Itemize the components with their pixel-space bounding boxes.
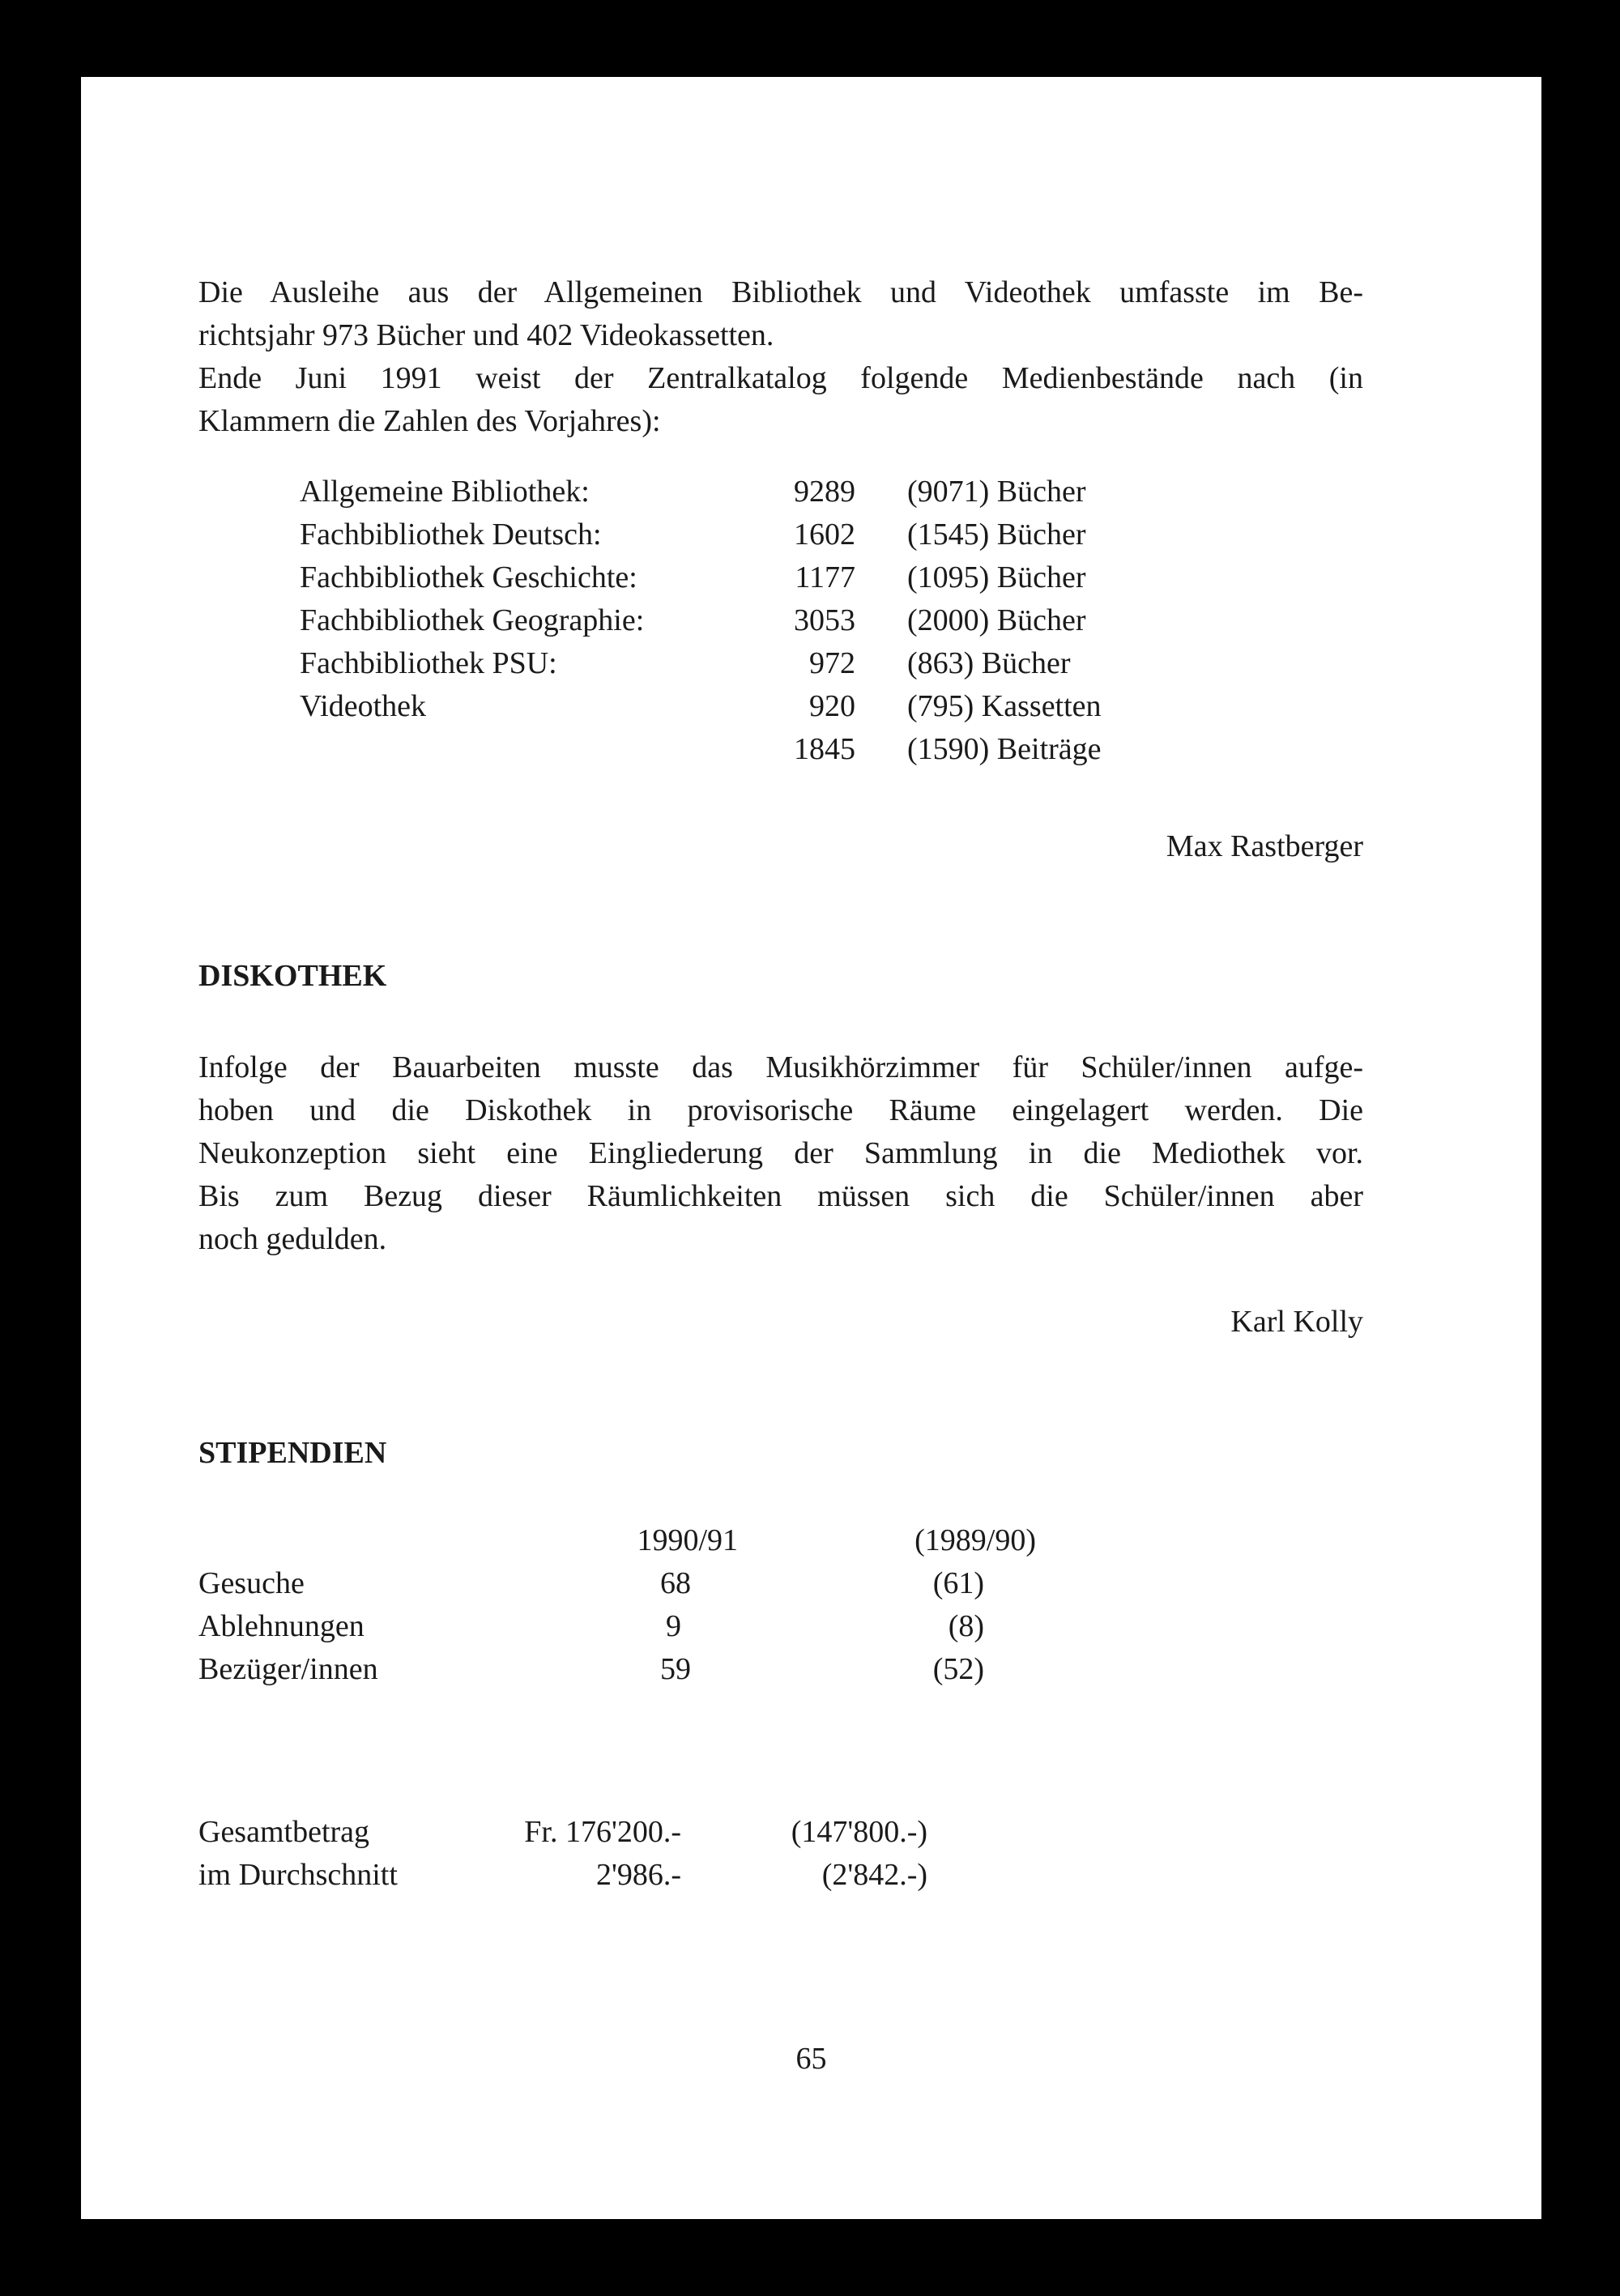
holdings-row <box>300 688 1102 731</box>
document-page <box>81 77 1541 2219</box>
holdings-previous: (1590) Beiträge <box>907 732 1102 766</box>
stipendien-previous: (61) <box>932 1566 984 1600</box>
stipendien-label: Bezüger/innen <box>198 1652 378 1686</box>
intro-line: Klammern die Zahlen des Vorjahres): <box>198 404 661 438</box>
stipendien-header-row <box>198 1523 1036 1565</box>
diskothek-heading: DISKOTHEK <box>198 959 387 993</box>
holdings-row <box>300 603 1102 645</box>
stipendien-current: 9 <box>666 1609 681 1643</box>
holdings-previous: (1095) Bücher <box>907 560 1086 594</box>
diskothek-line: Infolge der Bauarbeiten musste das Musikhörzimmer für Schüler/innen aufge- <box>198 1050 1363 1084</box>
stipendien-amount-label: Gesamtbetrag <box>198 1815 370 1849</box>
diskothek-paragraph <box>198 1046 1363 1261</box>
holdings-row <box>300 731 1102 774</box>
holdings-label: Allgemeine Bibliothek: <box>300 475 590 509</box>
stipendien-amount-current: Fr. 176'200.- <box>524 1815 681 1849</box>
stipendien-row <box>198 1565 1036 1608</box>
holdings-count: 920 <box>809 689 855 723</box>
holdings-count: 3053 <box>794 603 855 637</box>
stipendien-label: Ablehnungen <box>198 1609 364 1643</box>
stipendien-previous: (8) <box>948 1609 984 1643</box>
stipendien-heading: STIPENDIEN <box>198 1436 387 1470</box>
signature-kolly: Karl Kolly <box>1230 1305 1363 1339</box>
signature-rastberger: Max Rastberger <box>1166 829 1363 863</box>
holdings-label: Fachbibliothek Geschichte: <box>300 560 637 594</box>
stipendien-table <box>198 1523 1036 1694</box>
diskothek-line: hoben und die Diskothek in provisorische Räume eingelagert werden. Die <box>198 1093 1363 1127</box>
intro-line: richtsjahr 973 Bücher und 402 Videokassetten. <box>198 318 774 352</box>
holdings-label: Fachbibliothek Geographie: <box>300 603 645 637</box>
stipendien-amount-row <box>198 1857 927 1900</box>
holdings-label <box>300 731 786 774</box>
column-current-year: 1990/91 <box>637 1523 738 1557</box>
stipendien-previous: (52) <box>932 1652 984 1686</box>
holdings-previous: (863) Bücher <box>907 646 1071 680</box>
stipendien-row <box>198 1651 1036 1694</box>
holdings-previous: (9071) Bücher <box>907 475 1086 509</box>
holdings-count: 1602 <box>794 518 855 552</box>
stipendien-amount-current: 2'986.- <box>595 1858 681 1892</box>
holdings-row <box>300 560 1102 603</box>
stipendien-amount-previous: (147'800.-) <box>791 1815 927 1849</box>
holdings-label: Videothek <box>300 689 427 723</box>
holdings-count: 1845 <box>794 732 855 766</box>
diskothek-line: Neukonzeption sieht eine Eingliederung der Sammlung in die Mediothek vor. <box>198 1136 1363 1170</box>
intro-line: Ende Juni 1991 weist der Zentralkatalog folgende Medienbestände nach (in <box>198 361 1363 395</box>
holdings-count: 9289 <box>794 475 855 509</box>
holdings-count: 972 <box>809 646 855 680</box>
holdings-row <box>300 474 1102 517</box>
holdings-row <box>300 517 1102 560</box>
holdings-row <box>300 645 1102 688</box>
holdings-count: 1177 <box>795 560 855 594</box>
holdings-previous: (795) Kassetten <box>907 689 1102 723</box>
stipendien-amount-row <box>198 1814 927 1857</box>
holdings-label: Fachbibliothek PSU: <box>300 646 557 680</box>
stipendien-current: 59 <box>660 1652 691 1686</box>
intro-line: Die Ausleihe aus der Allgemeinen Bibliothek und Videothek umfasste im Be- <box>198 275 1363 309</box>
stipendien-row <box>198 1608 1036 1651</box>
diskothek-line: noch gedulden. <box>198 1222 387 1256</box>
intro-paragraph <box>198 271 1363 443</box>
column-previous-year: (1989/90) <box>914 1523 1036 1557</box>
holdings-label: Fachbibliothek Deutsch: <box>300 518 602 552</box>
stipendien-amount-label: im Durchschnitt <box>198 1858 398 1892</box>
stipendien-current: 68 <box>660 1566 691 1600</box>
holdings-previous: (1545) Bücher <box>907 518 1086 552</box>
stipendien-label: Gesuche <box>198 1566 305 1600</box>
holdings-previous: (2000) Bücher <box>907 603 1086 637</box>
page-number: 65 <box>795 2042 827 2076</box>
stipendien-amount-previous: (2'842.-) <box>821 1858 927 1892</box>
stipendien-amounts-table <box>198 1814 927 1900</box>
diskothek-line: Bis zum Bezug dieser Räumlichkeiten müssen sich die Schüler/innen aber <box>198 1179 1363 1213</box>
holdings-table <box>300 474 1102 774</box>
